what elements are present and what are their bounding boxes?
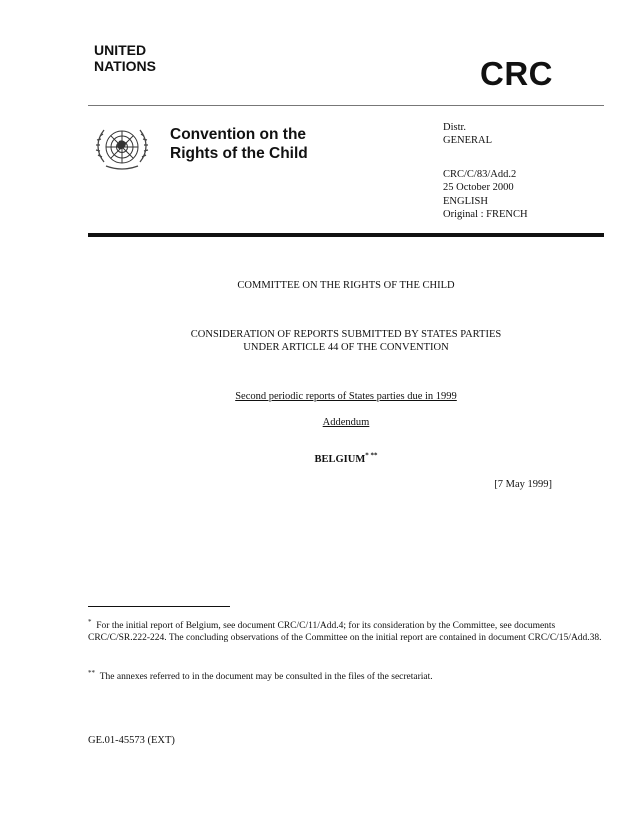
document-series-code: CRC [480, 55, 553, 92]
organization-name-line1: UNITED [94, 42, 147, 58]
reports-title: Second periodic reports of States parties due in 1999 [235, 391, 457, 402]
reports-title-block [88, 391, 604, 402]
addendum-block [88, 417, 604, 428]
addendum-label: Addendum [322, 417, 370, 428]
convention-title [170, 125, 308, 163]
consideration-line1: CONSIDERATION OF REPORTS SUBMITTED BY STATES PARTIES [190, 329, 502, 340]
country-name: BELGIUM [314, 454, 366, 465]
language: ENGLISH [443, 196, 488, 207]
distr-value: GENERAL [443, 134, 492, 146]
job-number: GE.01-45573 (EXT) [88, 735, 175, 746]
footnote-1 [88, 617, 604, 644]
country-footnote-marks: * ** [365, 451, 378, 460]
header-bottom-rule [88, 233, 604, 237]
header-divider [88, 105, 604, 106]
organization-name [94, 42, 156, 74]
language-block [443, 196, 528, 221]
committee-heading: COMMITTEE ON THE RIGHTS OF THE CHILD [237, 280, 455, 291]
organization-name-line2: NATIONS [94, 58, 156, 74]
country-heading [88, 451, 604, 465]
footnote-1-text: For the initial report of Belgium, see document CRC/C/11/Add.4; for its consideration by the Committee, see documents CRC/C/SR.222-224. The concluding observations of the Committee on the initial report are contained in document CRC/C/15/Add.38. [88, 621, 602, 643]
footnote-separator [88, 606, 230, 607]
document-symbol: CRC/C/83/Add.2 [443, 169, 517, 180]
document-date: 25 October 2000 [443, 181, 514, 193]
footnote-2-text: The annexes referred to in the document may be consulted in the files of the secretariat. [99, 672, 433, 682]
original-language: Original : FRENCH [443, 208, 528, 220]
footnote-2 [88, 668, 604, 683]
consideration-heading [88, 328, 604, 354]
footnote-2-mark: ** [88, 668, 95, 677]
distr-label: Distr. [443, 122, 467, 133]
report-date: [7 May 1999] [494, 479, 552, 490]
footnote-1-mark: * [88, 617, 92, 626]
consideration-line2: UNDER ARTICLE 44 OF THE CONVENTION [243, 342, 449, 353]
un-emblem-icon [92, 122, 152, 176]
convention-title-line1: Convention on the [170, 126, 307, 143]
convention-title-line2: Rights of the Child [170, 145, 308, 162]
symbol-block [443, 169, 516, 194]
distribution-block [443, 122, 492, 147]
